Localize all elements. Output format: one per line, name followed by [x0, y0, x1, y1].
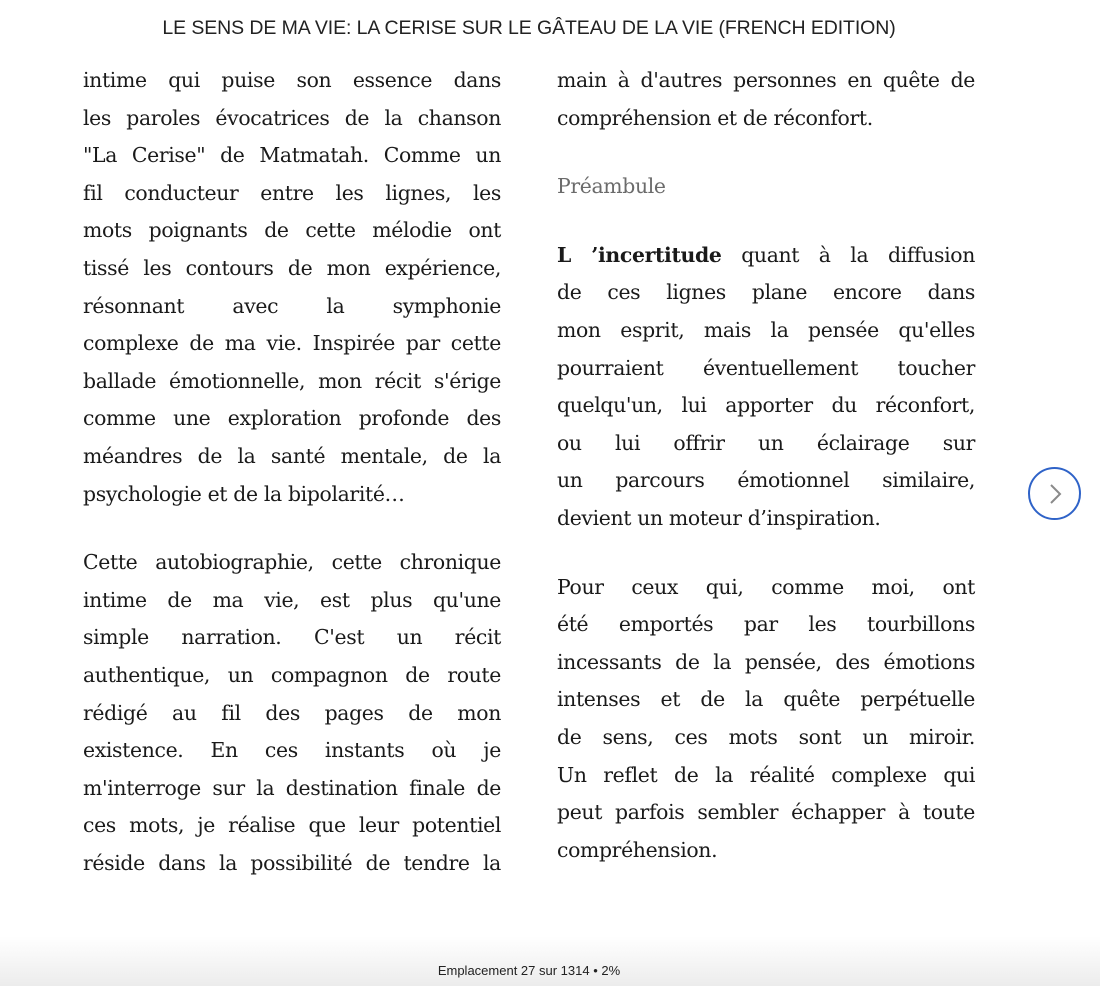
right-page-column: [557, 62, 975, 869]
text-line: "La Cerise" de Matmatah. Comme un: [83, 143, 501, 168]
text-line: pourraient éventuellement toucher: [557, 355, 975, 380]
text-line: Cette autobiographie, cette chronique: [83, 550, 501, 575]
bold-lead-word: L ’incertitude: [557, 242, 722, 267]
text-line: ou lui offrir un éclairage sur: [557, 430, 975, 455]
text-line: devient un moteur d’inspiration.: [557, 505, 881, 530]
paragraph: [83, 544, 501, 882]
text-line: comme une exploration profonde des: [83, 406, 501, 431]
text-line: quelqu'un, lui apporter du réconfort,: [557, 393, 975, 418]
text-line: [557, 237, 975, 275]
text-line: compréhension et de réconfort.: [557, 105, 873, 130]
text-line: rédigé au fil des pages de mon: [83, 700, 501, 725]
text-line: de sens, ces mots sont un miroir.: [557, 724, 975, 749]
text-line: mots poignants de cette mélodie ont: [83, 218, 501, 243]
text-line: résonnant avec la symphonie: [83, 293, 501, 318]
text-line: authentique, un compagnon de route: [83, 662, 501, 687]
text-line: ces mots, je réalise que leur potentiel: [83, 813, 501, 838]
text-line: intime qui puise son essence dans: [83, 68, 501, 92]
text-line: réside dans la possibilité de tendre la: [83, 850, 501, 875]
next-page-button[interactable]: [1028, 467, 1081, 520]
text-line: complexe de ma vie. Inspirée par cette: [83, 331, 501, 356]
text-line: méandres de la santé mentale, de la: [83, 443, 501, 468]
text-line: m'interroge sur la destination finale de: [83, 775, 501, 800]
text-line: mon esprit, mais la pensée qu'elles: [557, 317, 975, 342]
book-title: LE SENS DE MA VIE: LA CERISE SUR LE GÂTEAU DE LA VIE (FRENCH EDITION): [162, 17, 896, 39]
text-line: psychologie et de la bipolarité…: [83, 481, 405, 506]
text-line: Pour ceux qui, comme moi, ont: [557, 574, 975, 599]
paragraph: [557, 62, 975, 137]
text-line: intenses et de la quête perpétuelle: [557, 687, 975, 712]
text-line: simple narration. C'est un récit: [83, 625, 501, 650]
text-line: Un reflet de la réalité complexe qui: [557, 762, 975, 787]
text-line: ballade émotionnelle, mon récit s'érige: [83, 368, 501, 393]
text-line: main à d'autres personnes en quête de: [557, 68, 975, 92]
footer-bar: [0, 936, 1100, 986]
text-line: un parcours émotionnel similaire,: [557, 468, 975, 493]
paragraph: [557, 237, 975, 538]
text-line-rest: quant à la diffusion: [721, 242, 975, 267]
paragraph: [83, 62, 501, 513]
location-indicator: Emplacement 27 sur 1314 • 2%: [437, 963, 621, 978]
text-line: compréhension.: [557, 837, 718, 862]
text-line: intime de ma vie, est plus qu'une: [83, 587, 501, 612]
chevron-right-icon: [1046, 483, 1064, 505]
section-heading: Préambule: [557, 174, 666, 199]
text-line: été emportés par les tourbillons: [557, 612, 975, 637]
text-line: fil conducteur entre les lignes, les: [83, 180, 501, 205]
text-line: incessants de la pensée, des émotions: [557, 649, 975, 674]
paragraph: [557, 569, 975, 870]
left-page-column: [83, 62, 501, 882]
text-line: de ces lignes plane encore dans: [557, 280, 975, 305]
text-line: tissé les contours de mon expérience,: [83, 255, 501, 280]
text-line: peut parfois sembler échapper à toute: [557, 800, 975, 825]
text-line: existence. En ces instants où je: [83, 738, 501, 763]
text-line: les paroles évocatrices de la chanson: [83, 105, 501, 130]
